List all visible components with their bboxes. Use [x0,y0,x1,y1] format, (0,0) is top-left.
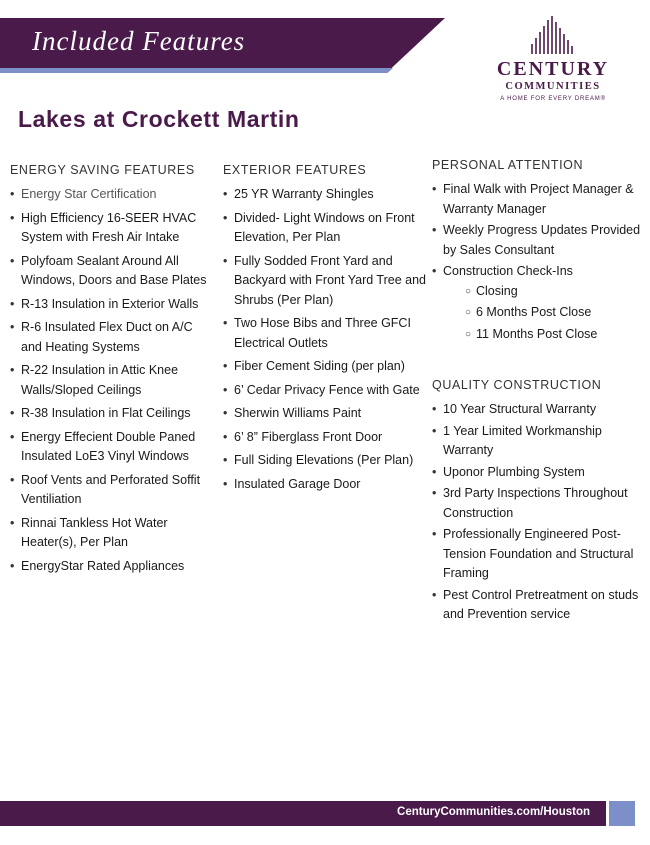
list-item: • Two Hose Bibs and Three GFCI Electrical Outlets [223,314,428,353]
feature-list [432,400,644,625]
personal-attention-section [432,158,644,344]
list-item: • 6’ Cedar Privacy Fence with Gate [223,381,428,401]
sub-list-item: ○ 11 Months Post Close [465,325,644,345]
list-item: • High Efficiency 16-SEER HVAC System with Fresh Air Intake [10,209,215,248]
section-title: EXTERIOR FEATURES [223,163,367,177]
logo-subtitle: COMMUNITIES [505,81,601,92]
list-item: • Uponor Plumbing System [432,463,644,483]
list-item: • Insulated Garage Door [223,475,428,495]
list-item-label: Construction Check-Ins [443,264,573,278]
list-item: • 10 Year Structural Warranty [432,400,644,420]
list-item: • Fiber Cement Siding (per plan) [223,357,428,377]
header-banner-stripe [0,68,393,73]
list-item: • Divided- Light Windows on Front Elevation, Per Plan [223,209,428,248]
footer-website-link[interactable]: CenturyCommunities.com/Houston [397,806,590,818]
list-item: • Polyfoam Sealant Around All Windows, Doors and Base Plates [10,252,215,291]
list-item: • R-38 Insulation in Flat Ceilings [10,404,215,424]
section-title: ENERGY SAVING FEATURES [10,163,195,177]
list-item: • Roof Vents and Perforated Soffit Ventiliation [10,471,215,510]
list-item: • Professionally Engineered Post-Tension Foundation and Structural Framing [432,525,644,584]
list-item: • EnergyStar Rated Appliances [10,557,215,577]
quality-construction-section [432,378,644,625]
list-item: • Energy Effecient Double Paned Insulated LoE3 Vinyl Windows [10,428,215,467]
sub-list-item: ○ Closing [465,282,644,302]
list-item: • Weekly Progress Updates Provided by Sales Consultant [432,221,644,260]
list-item: • R-6 Insulated Flex Duct on A/C and Heating Systems [10,318,215,357]
list-item: • 6’ 8” Fiberglass Front Door [223,428,428,448]
sub-list-item: ○ 6 Months Post Close [465,303,644,323]
community-title: Lakes at Crockett Martin [18,106,300,132]
exterior-features-section [223,163,428,498]
century-communities-logo [478,14,628,106]
right-column [432,158,644,627]
logo-tagline: A HOME FOR EVERY DREAM® [500,96,606,102]
feature-list [432,180,644,344]
list-item: • 25 YR Warranty Shingles [223,185,428,205]
banner-title: Included Features [32,26,246,56]
feature-list [223,185,428,494]
list-item [432,262,644,344]
list-item: • Full Siding Elevations (Per Plan) [223,451,428,471]
energy-saving-section [10,163,215,580]
list-item: • Rinnai Tankless Hot Water Heater(s), Per Plan [10,514,215,553]
logo-skyline-icon [528,14,574,54]
list-item: • Final Walk with Project Manager & Warranty Manager [432,180,644,219]
list-item: • 3rd Party Inspections Throughout Construction [432,484,644,523]
feature-list [10,185,215,576]
footer-bar [0,801,606,826]
list-item: • Energy Star Certification [10,185,215,205]
list-item: • Pest Control Pretreatment on studs and Prevention service [432,586,644,625]
checkin-sublist [443,282,644,345]
logo-name: CENTURY [496,58,610,80]
section-title: QUALITY CONSTRUCTION [432,378,602,392]
list-item: • R-22 Insulation in Attic Knee Walls/Sloped Ceilings [10,361,215,400]
list-item: • Fully Sodded Front Yard and Backyard with Front Yard Tree and Shrubs (Per Plan) [223,252,428,311]
list-item: • 1 Year Limited Workmanship Warranty [432,422,644,461]
list-item: • R-13 Insulation in Exterior Walls [10,295,215,315]
section-title: PERSONAL ATTENTION [432,158,584,172]
list-item: • Sherwin Williams Paint [223,404,428,424]
footer-accent-square [609,801,635,826]
